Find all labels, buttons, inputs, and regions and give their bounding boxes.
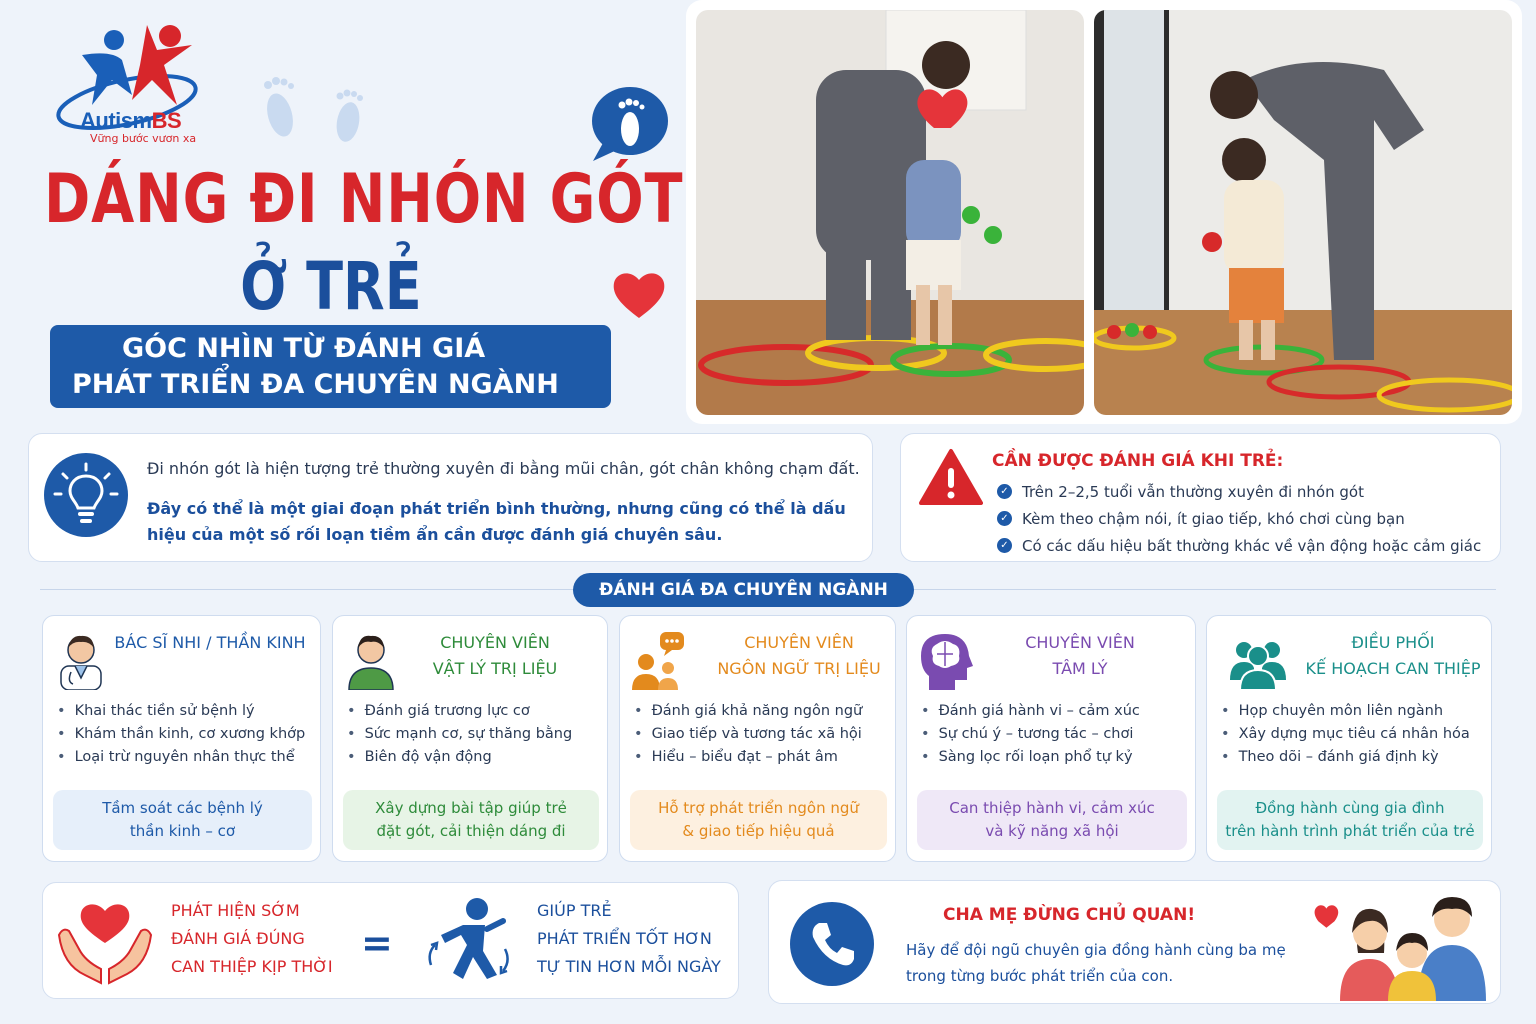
specialist-card-speech: [619, 615, 896, 862]
warning-item: ✓ Có các dấu hiệu bất thường khác về vận động hoặc cảm giác: [997, 532, 1481, 559]
specialist-list: [634, 703, 862, 772]
list-item: • Hiểu – biểu đạt – phát âm: [634, 749, 862, 772]
list-item: • Xây dựng mục tiêu cá nhân hóa: [1221, 726, 1470, 749]
specialist-card-physio: [332, 615, 608, 862]
list-item: TỰ TIN HƠN MỖI NGÀY: [537, 957, 721, 976]
subtitle-line2: PHÁT TRIỂN ĐA CHUYÊN NGÀNH: [72, 369, 559, 400]
list-item: • Biên độ vận động: [347, 749, 572, 772]
specialist-title: CHUYÊN VIÊN NGÔN NGỮ TRỊ LIỆU: [717, 633, 881, 678]
family-illustration: [1314, 889, 1498, 1001]
warning-item: ✓ Kèm theo chậm nói, ít giao tiếp, khó chơi cùng bạn: [997, 505, 1481, 532]
equals-sign: =: [361, 921, 393, 965]
logo-name: AutismBS: [80, 108, 182, 133]
specialist-list: [57, 703, 305, 772]
specialist-card-psychology: [906, 615, 1196, 862]
cta-title: CHA MẸ ĐỪNG CHỦ QUAN!: [943, 905, 1196, 925]
early-detection-card: [42, 882, 739, 999]
specialist-title: BÁC SĨ NHI / THẦN KINH: [114, 633, 306, 652]
specialist-note: Xây dựng bài tập giúp trẻ đặt gót, cải thiện dáng đi: [343, 790, 599, 850]
list-item: PHÁT TRIỂN TỐT HƠN: [537, 929, 712, 948]
cta-card: [768, 880, 1501, 1004]
specialist-title: ĐIỀU PHỐI KẾ HOẠCH CAN THIỆP: [1305, 633, 1481, 678]
logo-slogan: Vững bước vươn xa: [90, 132, 197, 145]
list-item: • Sàng lọc rối loạn phổ tự kỷ: [921, 749, 1140, 772]
speech-icon: [630, 628, 686, 690]
list-item: GIÚP TRẺ: [537, 901, 612, 920]
team-icon: [1225, 628, 1291, 690]
specialist-note: Can thiệp hành vi, cảm xúc và kỹ năng xã hội: [917, 790, 1187, 850]
intro-card: [28, 433, 873, 562]
check-icon: ✓: [997, 511, 1012, 526]
list-item: • Họp chuyên môn liên ngành: [1221, 703, 1470, 726]
therapy-photo-2: [1094, 10, 1512, 415]
subtitle-line1: GÓC NHÌN TỪ ĐÁNH GIÁ: [122, 333, 486, 364]
running-child-icon: [423, 895, 513, 989]
specialist-card-pediatric: [42, 615, 321, 862]
list-item: • Sức mạnh cơ, sự thăng bằng: [347, 726, 572, 749]
doctor-icon: [53, 628, 109, 690]
list-item: CAN THIỆP KỊP THỜI: [171, 957, 333, 976]
list-item: ĐÁNH GIÁ ĐÚNG: [171, 929, 305, 948]
hands-heart-icon: [55, 895, 155, 987]
specialist-list: [921, 703, 1140, 772]
warning-title: CẦN ĐƯỢC ĐÁNH GIÁ KHI TRẺ:: [992, 451, 1284, 471]
warning-list: [997, 478, 1481, 559]
list-item: • Khám thần kinh, cơ xương khớp: [57, 726, 305, 749]
specialist-list: [1221, 703, 1470, 772]
foot-speech-bubble-icon: [585, 85, 675, 165]
specialist-title: CHUYÊN VIÊN TÂM LÝ: [1025, 633, 1135, 678]
list-item: • Sự chú ý – tương tác – chơi: [921, 726, 1140, 749]
subtitle-banner: [50, 325, 611, 408]
section-title: ĐÁNH GIÁ ĐA CHUYÊN NGÀNH: [573, 573, 914, 607]
specialist-card-coordinator: [1206, 615, 1492, 862]
main-title-line2: Ở TRẺ: [240, 248, 422, 325]
check-icon: ✓: [997, 538, 1012, 553]
list-item: PHÁT HIỆN SỚM: [171, 901, 300, 920]
specialist-title: CHUYÊN VIÊN VẬT LÝ TRỊ LIỆU: [432, 633, 558, 678]
intro-paragraph-2: Đây có thể là một giai đoạn phát triển bình thường, nhưng cũng có thể là dấu hiệu của một số rối loạn tiềm ẩn cần được đánh giá chuyên sâu.: [147, 499, 846, 544]
intro-paragraph-1: Đi nhón gót là hiện tượng trẻ thường xuyên đi bằng mũi chân, gót chân không chạm đất.: [147, 459, 860, 478]
list-item: • Đánh giá hành vi – cảm xúc: [921, 703, 1140, 726]
warning-item: ✓ Trên 2–2,5 tuổi vẫn thường xuyên đi nhón gót: [997, 478, 1481, 505]
main-title-line1: DÁNG ĐI NHÓN GÓT: [44, 160, 684, 239]
specialist-note: Hỗ trợ phát triển ngôn ngữ & giao tiếp hiệu quả: [630, 790, 887, 850]
list-item: • Theo dõi – đánh giá định kỳ: [1221, 749, 1470, 772]
specialist-list: [347, 703, 572, 772]
warning-card: [900, 433, 1501, 562]
list-item: • Loại trừ nguyên nhân thực thể: [57, 749, 305, 772]
cta-text: Hãy để đội ngũ chuyên gia đồng hành cùng ba mẹ trong từng bước phát triển của con.: [906, 941, 1286, 985]
child-benefit-list: [537, 901, 721, 985]
lightbulb-icon: [43, 452, 129, 538]
footprints-icon: [250, 60, 390, 150]
warning-triangle-icon: [919, 448, 983, 506]
heart-icon: [610, 268, 668, 322]
specialist-note: Tầm soát các bệnh lý thần kinh – cơ: [53, 790, 312, 850]
phone-icon[interactable]: [789, 901, 875, 987]
list-item: • Giao tiếp và tương tác xã hội: [634, 726, 862, 749]
brain-icon: [917, 628, 973, 690]
early-action-list: [171, 901, 333, 985]
list-item: • Khai thác tiền sử bệnh lý: [57, 703, 305, 726]
check-icon: ✓: [997, 484, 1012, 499]
specialist-note: Đồng hành cùng gia đình trên hành trình phát triển của trẻ: [1217, 790, 1483, 850]
list-item: • Đánh giá trương lực cơ: [347, 703, 572, 726]
list-item: • Đánh giá khả năng ngôn ngữ: [634, 703, 862, 726]
therapist-icon: [343, 628, 399, 690]
therapy-photo-1: [696, 10, 1084, 415]
